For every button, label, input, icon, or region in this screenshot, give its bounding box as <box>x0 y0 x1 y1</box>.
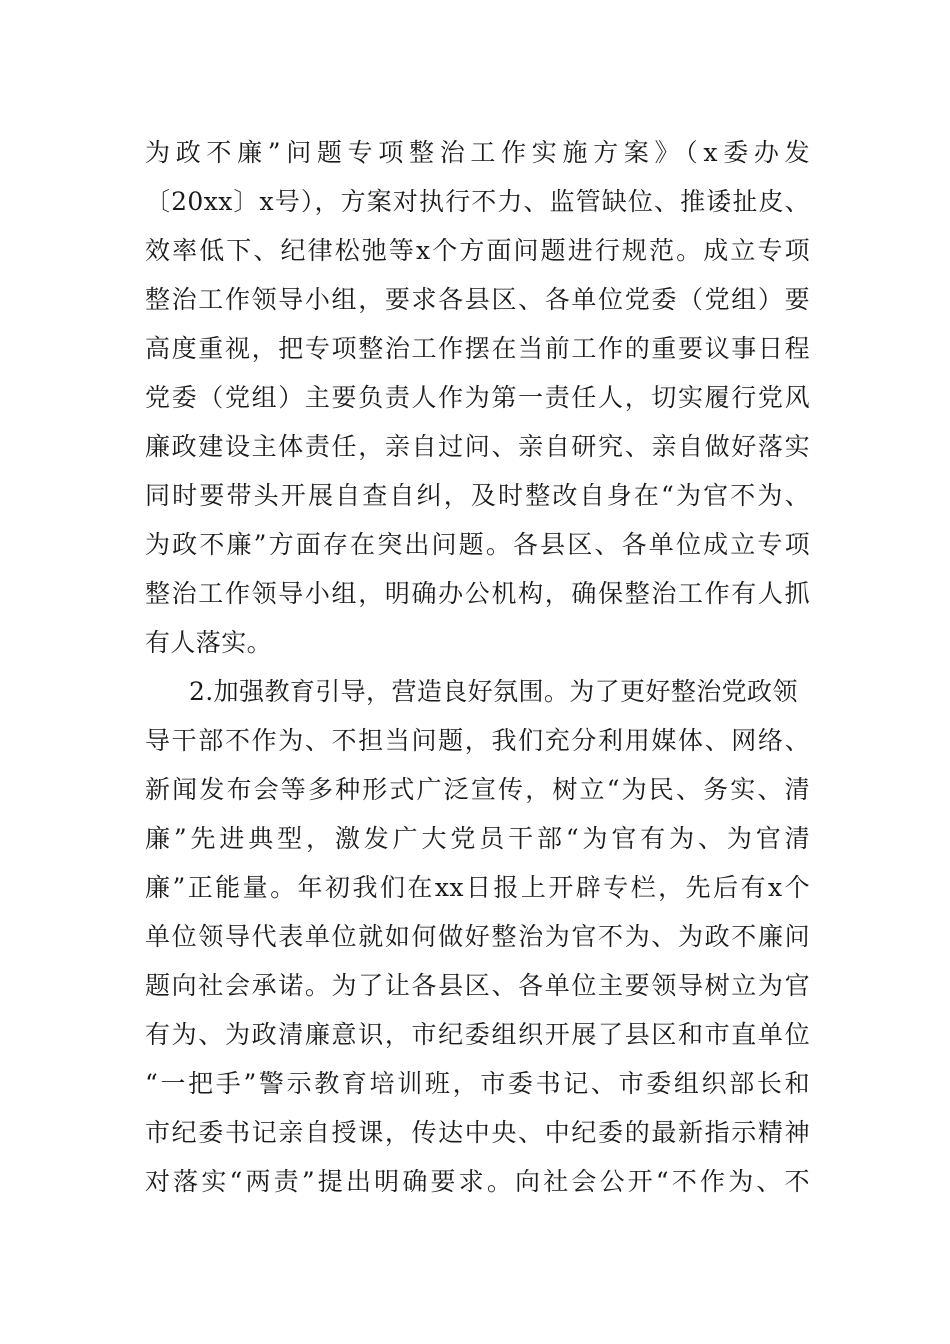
text-line: 〔20xx〕x号），方案对执行不力、监管缺位、推诿扯皮、 <box>145 187 810 216</box>
text-line: 为政不廉”问题专项整治工作实施方案》（x委办发 <box>145 138 810 167</box>
text-line: 对落实“两责”提出明确要求。向社会公开“不作为、不 <box>145 1167 810 1196</box>
text-line: 同时要带头开展自查自纠，及时整改自身在“为官不为、 <box>145 481 810 510</box>
text-line: 单位领导代表单位就如何做好整治为官不为、为政不廉问 <box>145 922 810 951</box>
text-line: 廉政建设主体责任，亲自过问、亲自研究、亲自做好落实 <box>145 432 810 461</box>
text-line: 为政不廉”方面存在突出问题。各县区、各单位成立专项 <box>145 530 810 559</box>
text-line: 新闻发布会等多种形式广泛宣传，树立“为民、务实、清 <box>145 775 810 804</box>
text-line: 导干部不作为、不担当问题，我们充分利用媒体、网络、 <box>145 726 810 755</box>
text-line: 高度重视，把专项整治工作摆在当前工作的重要议事日程 <box>145 334 810 363</box>
body-text <box>145 128 825 1206</box>
text-line: 题向社会承诺。为了让各县区、各单位主要领导树立为官 <box>145 971 810 1000</box>
text-line: “一把手”警示教育培训班，市委书记、市委组织部长和 <box>145 1069 810 1098</box>
text-line: 党委（党组）主要负责人作为第一责任人，切实履行党风 <box>145 383 810 412</box>
text-line: 市纪委书记亲自授课，传达中央、中纪委的最新指示精神 <box>145 1118 810 1147</box>
text-line: 效率低下、纪律松弛等x个方面问题进行规范。成立专项 <box>145 236 810 265</box>
text-line: 有为、为政清廉意识，市纪委组织开展了县区和市直单位 <box>145 1020 810 1049</box>
text-line: 整治工作领导小组，要求各县区、各单位党委（党组）要 <box>145 285 810 314</box>
text-line: 有人落实。 <box>145 628 273 657</box>
text-line: 廉”先进典型，激发广大党员干部“为官有为、为官清 <box>145 824 810 853</box>
text-line: 整治工作领导小组，明确办公机构，确保整治工作有人抓 <box>145 579 810 608</box>
paragraph-heading-line: 2.加强教育引导，营造良好氛围。为了更好整治党政领 <box>189 677 798 706</box>
text-line: 廉”正能量。年初我们在xx日报上开辟专栏，先后有x个 <box>145 873 810 902</box>
